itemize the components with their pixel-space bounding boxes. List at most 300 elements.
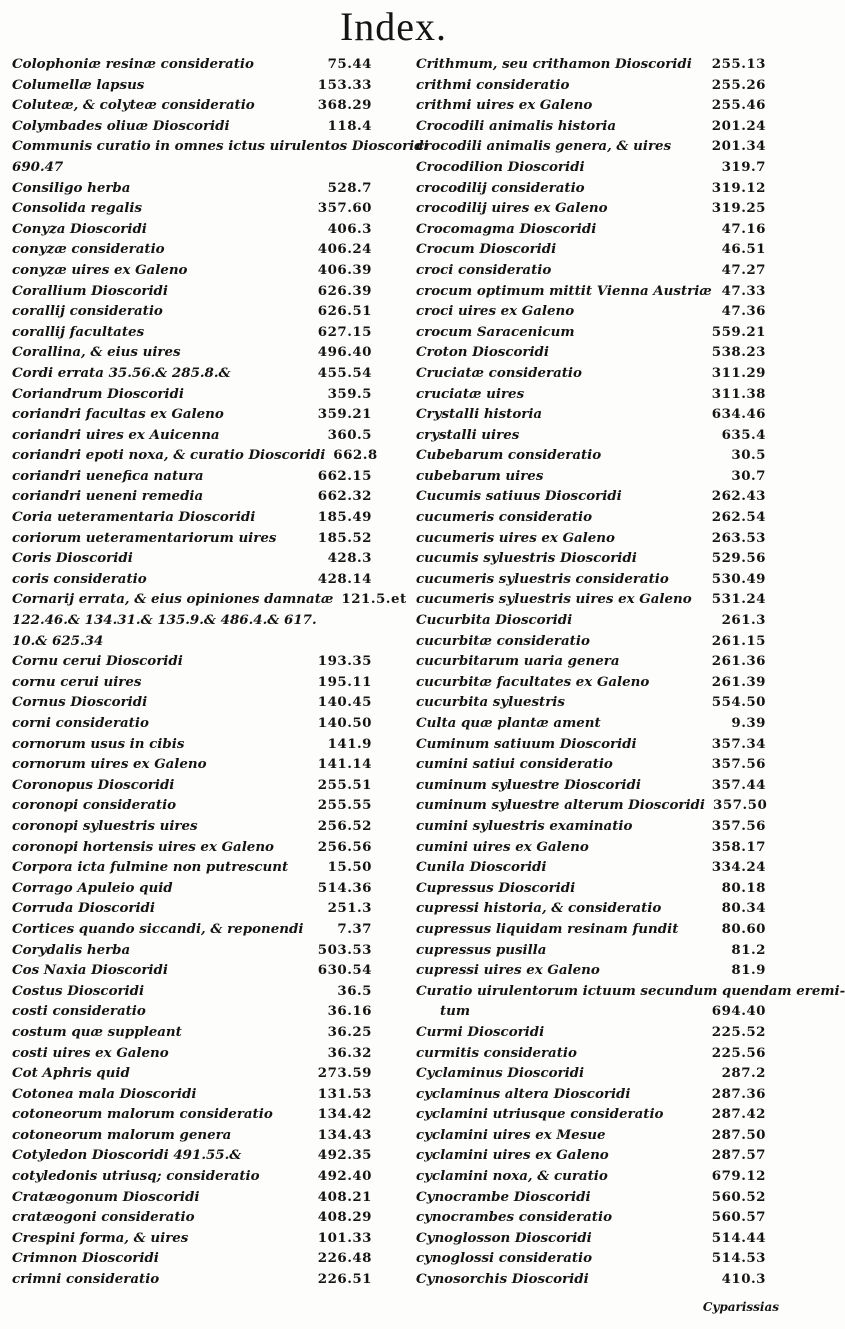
index-entry [12, 1228, 372, 1249]
index-entry-page-ref: 406.39 [317, 261, 372, 278]
catchword: Cyparissias [702, 1300, 779, 1314]
index-entry-term: corni consideratio [12, 715, 149, 731]
index-entry-page-ref: 408.29 [317, 1209, 372, 1226]
index-entry [416, 219, 766, 240]
index-entry-page-ref: 455.54 [317, 364, 372, 381]
index-entry [12, 260, 372, 281]
index-entry-term: Crystalli historia [416, 406, 543, 423]
index-entry-page-ref: 47.16 [721, 220, 766, 237]
index-entry-page-ref: 101.33 [317, 1229, 372, 1246]
index-entry-term: cupressi uires ex Galeno [416, 962, 600, 979]
index-entry [416, 75, 766, 96]
index-entry [12, 1248, 372, 1269]
index-entry-page-ref: 694.40 [711, 1003, 766, 1020]
index-entry-page-ref: 319.7 [721, 158, 766, 175]
index-entry-page-ref: 36.25 [327, 1023, 372, 1040]
index-entry [416, 795, 766, 816]
index-entry-page-ref: 626.39 [317, 282, 372, 299]
index-entry-page-ref: 262.43 [711, 488, 766, 505]
index-entry-term: cucurbitæ consideratio [416, 632, 590, 649]
index-entry [12, 672, 372, 693]
index-entry [416, 136, 766, 157]
index-entry-term: Cordi errata 35.56.& 285.8.& [12, 364, 231, 381]
index-entry-term: coriorum ueteramentariorum uires [12, 529, 277, 546]
index-entry [416, 95, 766, 116]
index-entry [416, 775, 766, 796]
index-entry-page-ref: 195.11 [317, 673, 372, 690]
index-entry-term: coriandri uenefica natura [12, 467, 204, 484]
index-entry [416, 404, 766, 425]
index-entry-term: cupressus liquidam resinam fundit [416, 920, 679, 937]
index-entry-term: corallij facultates [12, 323, 145, 340]
index-entry-term: coriandri epoti noxa, & curatio Dioscoridi [12, 447, 326, 464]
index-entry [416, 260, 766, 281]
index-entry-term: Communis curatio in omnes ictus uirulentos Dioscoridi [12, 138, 429, 155]
index-entry [12, 198, 372, 219]
index-entry-term: Cynosorchis Dioscoridi [416, 1271, 589, 1288]
index-entry-page-ref: 311.38 [711, 385, 766, 402]
index-entry-term: Conyza Dioscoridi [12, 220, 147, 237]
index-entry [12, 816, 372, 837]
index-entry-page-ref: 357.44 [711, 776, 766, 793]
index-entry [12, 1063, 372, 1084]
index-entry-term: crocodilij uires ex Galeno [416, 200, 608, 217]
index-entry [12, 919, 372, 940]
index-entry-page-ref: 261.15 [711, 632, 766, 649]
index-entry-page-ref: 134.43 [317, 1126, 372, 1143]
index-entry-term: Cornarij errata, & eius opiniones damnatæ [12, 591, 334, 608]
index-entry-term: Consiligo herba [12, 179, 131, 196]
index-entry-page-ref: 626.51 [317, 303, 372, 320]
index-column-left [12, 54, 429, 1290]
index-entry-page-ref: 358.17 [711, 838, 766, 855]
index-entry [416, 1166, 766, 1187]
index-entry [12, 940, 372, 961]
index-entry-page-ref: 319.12 [711, 179, 766, 196]
index-entry-term: costi consideratio [12, 1003, 146, 1020]
index-entry-page-ref: 560.52 [711, 1188, 766, 1205]
index-entry-page-ref: 492.35 [317, 1147, 372, 1164]
index-entry [416, 301, 766, 322]
index-entry-page-ref: 255.26 [711, 76, 766, 93]
index-entry-page-ref: 256.56 [317, 838, 372, 855]
index-entry-term: cyclamini noxa, & curatio [416, 1168, 608, 1185]
index-entry-page-ref: 531.24 [711, 591, 766, 608]
index-entry-page-ref: 226.51 [317, 1271, 372, 1288]
index-entry-term: cyclamini utriusque consideratio [416, 1106, 664, 1123]
index-entry [12, 342, 372, 363]
index-entry [12, 837, 372, 858]
index-entry-term: cucumeris uires ex Galeno [416, 529, 615, 546]
index-entry-term: costum quæ suppleant [12, 1023, 182, 1040]
index-entry-term: croci uires ex Galeno [416, 303, 575, 320]
index-entry [416, 713, 766, 734]
index-entry-page-ref: 81.2 [731, 941, 766, 958]
index-entry-page-ref: 287.57 [711, 1147, 766, 1164]
index-entry-term: Cotyledon Dioscoridi 491.55.& [12, 1147, 242, 1164]
index-entry-page-ref: 185.52 [317, 529, 372, 546]
index-entry-term: cotoneorum malorum consideratio [12, 1106, 273, 1123]
index-entry [12, 878, 372, 899]
index-entry-page-ref: 9.39 [731, 715, 766, 731]
index-entry-page-ref: 47.36 [721, 303, 766, 320]
index-entry [416, 569, 766, 590]
index-entry-page-ref: 662.8 [333, 447, 378, 464]
index-entry-page-ref: 201.34 [711, 138, 766, 155]
index-entry-page-ref: 287.2 [721, 1065, 766, 1082]
index-entry-page-ref: 560.57 [711, 1209, 766, 1226]
index-entry [416, 1228, 766, 1249]
index-entry [12, 507, 372, 528]
index-entry [12, 95, 372, 116]
index-entry-page-ref: 251.3 [327, 900, 372, 917]
index-entry-page-ref: 81.9 [731, 962, 766, 979]
index-entry-term: crimni consideratio [12, 1271, 160, 1288]
index-entry [12, 136, 429, 157]
index-entry-term: coris consideratio [12, 570, 147, 587]
index-entry-term: Corallina, & eius uires [12, 344, 181, 361]
index-entry-term: Coris Dioscoridi [12, 550, 133, 567]
index-entry [12, 692, 372, 713]
index-entry [416, 157, 766, 178]
index-entry [416, 1269, 766, 1290]
index-entry [12, 116, 372, 137]
index-entry [12, 1125, 372, 1146]
index-entry-term: coriandri uires ex Auicenna [12, 426, 220, 443]
index-entry-term: cotyledonis utriusq; consideratio [12, 1168, 260, 1185]
index-entry-term: coriandri facultas ex Galeno [12, 406, 224, 423]
index-entry [416, 363, 766, 384]
index-entry-term: coronopi syluestris uires [12, 817, 198, 834]
index-entry-term: Consolida regalis [12, 200, 142, 217]
index-entry-term: Curatio uirulentorum ictuum secundum quendam eremi- [416, 982, 845, 999]
index-entry-page-ref: 428.3 [327, 550, 372, 567]
index-entry [416, 322, 766, 343]
index-entry-page-ref: 15.50 [327, 859, 372, 876]
index-entry-term: Crespini forma, & uires [12, 1229, 189, 1246]
index-entry-page-ref: 80.18 [721, 879, 766, 896]
index-entry-term: Corruda Dioscoridi [12, 900, 155, 917]
index-entry-page-ref: 153.33 [317, 76, 372, 93]
index-entry-page-ref: 256.52 [317, 817, 372, 834]
index-entry-term: corallij consideratio [12, 303, 163, 320]
index-entry-term: conyzæ uires ex Galeno [12, 261, 188, 278]
index-entry-term: cruciatæ uires [416, 385, 525, 402]
index-entry [12, 281, 372, 302]
index-entry [12, 569, 372, 590]
index-entry-page-ref: 141.9 [327, 735, 372, 752]
index-entry-term: cornorum usus in cibis [12, 735, 185, 752]
index-entry-page-ref: 134.42 [317, 1106, 372, 1123]
index-entry-page-ref: 634.46 [711, 406, 766, 423]
index-entry [416, 816, 766, 837]
index-entry-page-ref: 514.53 [711, 1250, 766, 1267]
index-entry [416, 445, 766, 466]
index-entry-term: Costus Dioscoridi [12, 982, 145, 999]
index-entry [416, 981, 845, 1002]
index-entry-page-ref: 334.24 [711, 859, 766, 876]
index-entry [12, 960, 372, 981]
index-entry-term: Crithmum, seu crithamon Dioscoridi [416, 56, 692, 72]
index-entry [416, 672, 766, 693]
index-entry [12, 75, 372, 96]
index-entry-page-ref: 530.49 [711, 570, 766, 587]
index-entry-page-ref: 7.37 [337, 920, 372, 937]
index-entry [416, 1063, 766, 1084]
index-entry-term: Crocodilion Dioscoridi [416, 158, 585, 175]
index-entry-term: Corrago Apuleio quid [12, 879, 173, 896]
index-entry-page-ref: 36.32 [327, 1044, 372, 1061]
index-entry [416, 898, 766, 919]
index-entry [416, 507, 766, 528]
index-entry-page-ref: 360.5 [327, 426, 372, 443]
index-entry-page-ref: 255.13 [711, 56, 766, 72]
page-title: Index. [339, 4, 448, 49]
index-entry-term: cratæogoni consideratio [12, 1209, 195, 1226]
index-entry-term: cynoglossi consideratio [416, 1250, 593, 1267]
index-entry-page-ref: 359.5 [327, 385, 372, 402]
index-entry [416, 342, 766, 363]
index-entry [12, 795, 372, 816]
index-entry-term: Cucumis satiuus Dioscoridi [416, 488, 622, 505]
index-entry [416, 940, 766, 961]
index-entry-term: Coronopus Dioscoridi [12, 776, 175, 793]
index-entry [416, 54, 766, 75]
index-entry-page-ref: 538.23 [711, 344, 766, 361]
index-entry [416, 1104, 766, 1125]
index-entry-page-ref: 121.5.et [341, 591, 407, 608]
index-entry-page-ref: 118.4 [327, 117, 372, 134]
index-entry-page-ref: 80.60 [721, 920, 766, 937]
index-entry-page-ref: 201.24 [711, 117, 766, 134]
index-entry [12, 1084, 372, 1105]
index-entry-page-ref: 263.53 [711, 529, 766, 546]
index-entry-term: Cubebarum consideratio [416, 447, 602, 464]
index-entry-page-ref: 193.35 [317, 653, 372, 670]
index-entry-term: Cruciatæ consideratio [416, 364, 582, 381]
index-entry-term: Cuminum satiuum Dioscoridi [416, 735, 637, 752]
index-entry [12, 178, 372, 199]
index-entry [416, 919, 766, 940]
index-entry-term: cumini syluestris examinatio [416, 817, 633, 834]
index-entry-term: Culta quæ plantæ ament [416, 715, 601, 731]
index-entry-page-ref: 255.51 [317, 776, 372, 793]
index-entry-term: Cornu cerui Dioscoridi [12, 653, 183, 670]
index-entry-page-ref: 262.54 [711, 509, 766, 526]
index-entry-page-ref: 406.24 [317, 241, 372, 258]
index-entry-page-ref: 410.3 [721, 1271, 766, 1288]
index-entry [12, 898, 372, 919]
index-entry-page-ref: 406.3 [327, 220, 372, 237]
index-entry [416, 486, 766, 507]
index-entry [416, 857, 766, 878]
index-entry-page-ref: 679.12 [711, 1168, 766, 1185]
index-entry [12, 754, 372, 775]
index-entry-page-ref: 662.32 [317, 488, 372, 505]
index-entry-term: crithmi uires ex Galeno [416, 97, 593, 114]
index-entry-page-ref: 368.29 [317, 97, 372, 114]
index-entry-term: Corpora icta fulmine non putrescunt [12, 859, 289, 876]
index-entry-term: cucurbitæ facultates ex Galeno [416, 673, 650, 690]
index-entry-page-ref: 141.14 [317, 756, 372, 773]
index-entry [416, 692, 766, 713]
index-entry-page-ref: 131.53 [317, 1085, 372, 1102]
index-entry-page-ref: 496.40 [317, 344, 372, 361]
index-entry-term: Cupressus Dioscoridi [416, 879, 576, 896]
index-entry-term: Colophoniæ resinæ consideratio [12, 56, 254, 72]
index-entry-term: Curmi Dioscoridi [416, 1023, 545, 1040]
index-entry-term: cotoneorum malorum genera [12, 1126, 232, 1143]
index-entry [12, 404, 372, 425]
index-entry-continuation: 122.46.& 134.31.& 135.9.& 486.4.& 617. [12, 612, 317, 629]
index-entry [416, 1145, 766, 1166]
index-entry-page-ref: 261.39 [711, 673, 766, 690]
index-entry-term: Cornus Dioscoridi [12, 694, 148, 711]
index-entry [12, 651, 372, 672]
index-entry-page-ref: 273.59 [317, 1065, 372, 1082]
index-entry-term: Cos Naxia Dioscoridi [12, 962, 168, 979]
index-entry [12, 528, 372, 549]
index-entry [12, 981, 372, 1002]
index-entry [12, 239, 372, 260]
index-entry-page-ref: 226.48 [317, 1250, 372, 1267]
index-entry-term: crocodili animalis genera, & uires [416, 138, 672, 155]
index-entry-page-ref: 357.60 [317, 200, 372, 217]
index-entry [416, 1207, 766, 1228]
index-entry [416, 878, 766, 899]
index-entry-term: cucumeris syluestris uires ex Galeno [416, 591, 692, 608]
index-entry-page-ref: 428.14 [317, 570, 372, 587]
index-entry-page-ref: 225.52 [711, 1023, 766, 1040]
index-entry-page-ref: 255.46 [711, 97, 766, 114]
index-entry [416, 178, 766, 199]
index-entry-page-ref: 635.4 [721, 426, 766, 443]
index-entry-page-ref: 140.50 [317, 715, 372, 731]
index-entry-term: crocum optimum mittit Vienna Austriæ [416, 282, 712, 299]
index-entry-page-ref: 261.3 [721, 612, 766, 629]
index-entry [416, 651, 766, 672]
index-entry [12, 363, 372, 384]
index-entry-page-ref: 662.15 [317, 467, 372, 484]
index-entry-term: Crocodili animalis historia [416, 117, 617, 134]
index-entry-page-ref: 30.7 [731, 467, 766, 484]
index-entry-page-ref: 514.44 [711, 1229, 766, 1246]
index-entry [12, 734, 372, 755]
index-entry-term: Columellæ lapsus [12, 76, 145, 93]
index-entry-term: Corallium Dioscoridi [12, 282, 168, 299]
index-entry-term: cucurbitarum uaria genera [416, 653, 620, 670]
index-entry-term: cumini satiui consideratio [416, 756, 613, 773]
index-entry [12, 1207, 372, 1228]
index-entry [416, 384, 766, 405]
index-entry-term: cupressi historia, & consideratio [416, 900, 662, 917]
index-entry-term: coronopi consideratio [12, 797, 177, 814]
index-entry-term: cyclamini uires ex Galeno [416, 1147, 609, 1164]
index-entry-page-ref: 528.7 [327, 179, 372, 196]
index-entry-page-ref: 559.21 [711, 323, 766, 340]
index-entry-continuation: 690.47 [12, 158, 64, 175]
index-entry [416, 960, 766, 981]
index-entry-page-ref: 80.34 [721, 900, 766, 917]
index-entry [416, 239, 766, 260]
index-entry [416, 1043, 766, 1064]
index-entry [12, 322, 372, 343]
index-entry-term: Crocum Dioscoridi [416, 241, 557, 258]
index-entry-term: cupressus pusilla [416, 941, 547, 958]
index-entry-page-ref: 47.33 [721, 282, 766, 299]
index-entry-term: cucumeris syluestris consideratio [416, 570, 669, 587]
index-entry-page-ref: 36.5 [337, 982, 372, 999]
index-entry-page-ref: 503.53 [317, 941, 372, 958]
index-entry [416, 1001, 766, 1022]
index-entry-term: curmitis consideratio [416, 1044, 577, 1061]
index-entry [416, 610, 766, 631]
index-entry [416, 116, 766, 137]
index-entry-page-ref: 75.44 [327, 56, 372, 72]
index-entry-term: croci consideratio [416, 261, 552, 278]
index-entry-term: cucumeris consideratio [416, 509, 593, 526]
index-entry-term: cornorum uires ex Galeno [12, 756, 207, 773]
index-entry-term: cucumis syluestris Dioscoridi [416, 550, 637, 567]
index-entry-term: coriandri ueneni remedia [12, 488, 204, 505]
index-entry-term: tum [440, 1003, 471, 1020]
index-entry-term: Coluteæ, & colyteæ consideratio [12, 97, 255, 114]
index-entry-term: cyclaminus altera Dioscoridi [416, 1085, 631, 1102]
index-entry-term: Cot Aphris quid [12, 1065, 130, 1082]
index-entry-page-ref: 627.15 [317, 323, 372, 340]
index-entry-page-ref: 554.50 [711, 694, 766, 711]
index-entry-page-ref: 514.36 [317, 879, 372, 896]
index-entry-term: conyzæ consideratio [12, 241, 165, 258]
index-entry-term: crocodilij consideratio [416, 179, 585, 196]
index-entry-term: Cynoglosson Dioscoridi [416, 1229, 592, 1246]
index-entry-page-ref: 359.21 [317, 406, 372, 423]
index-entry [12, 857, 372, 878]
index-entry-term: Coria ueteramentaria Dioscoridi [12, 509, 256, 526]
index-entry-page-ref: 287.36 [711, 1085, 766, 1102]
index-entry [416, 589, 766, 610]
index-entry-term: Croton Dioscoridi [416, 344, 550, 361]
index-entry [12, 1166, 372, 1187]
index-entry [416, 754, 766, 775]
index-entry-page-ref: 36.16 [327, 1003, 372, 1020]
index-entry-term: Coriandrum Dioscoridi [12, 385, 184, 402]
index-entry-page-ref: 319.25 [711, 200, 766, 217]
index-entry [12, 466, 372, 487]
index-entry [12, 1022, 372, 1043]
index-entry-term: Cratæogonum Dioscoridi [12, 1188, 200, 1205]
index-entry [416, 528, 766, 549]
index-entry-page-ref: 287.42 [711, 1106, 766, 1123]
index-entry [12, 384, 372, 405]
index-entry [12, 486, 372, 507]
index-entry [416, 466, 766, 487]
index-entry [12, 1001, 372, 1022]
index-entry-term: cuminum syluestre Dioscoridi [416, 776, 641, 793]
index-entry [416, 548, 766, 569]
index-entry [12, 1104, 372, 1125]
index-entry [12, 301, 372, 322]
index-entry-page-ref: 529.56 [711, 550, 766, 567]
index-entry [12, 425, 372, 446]
index-entry-page-ref: 261.36 [711, 653, 766, 670]
index-entry-term: Cotonea mala Dioscoridi [12, 1085, 197, 1102]
index-entry-page-ref: 225.56 [711, 1044, 766, 1061]
index-entry-term: cuminum syluestre alterum Dioscoridi [416, 797, 706, 814]
index-entry [416, 1084, 766, 1105]
index-entry-term: Colymbades oliuæ Dioscoridi [12, 117, 230, 134]
index-entry-page-ref: 408.21 [317, 1188, 372, 1205]
